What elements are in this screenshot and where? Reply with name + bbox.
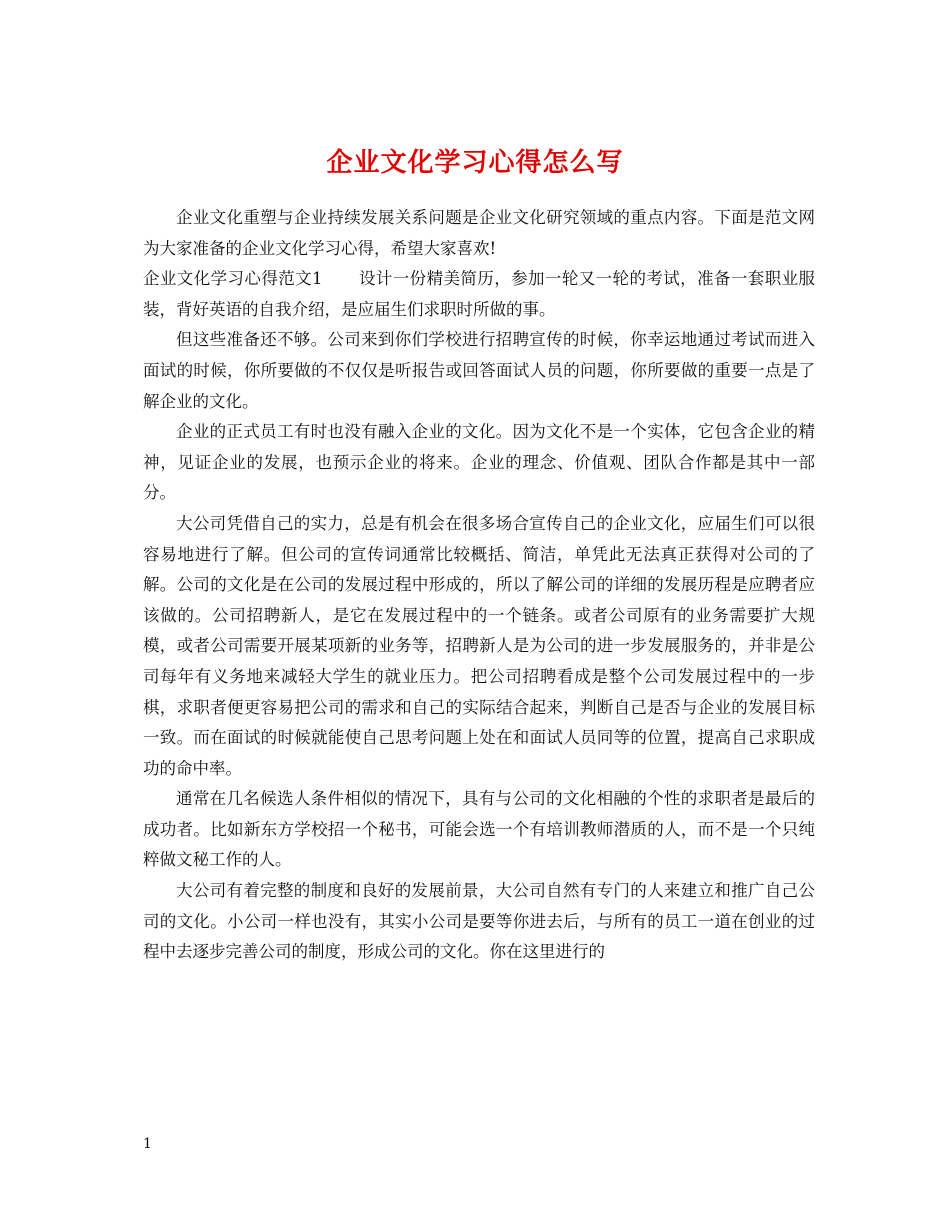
body-paragraph: 企业的正式员工有时也没有融入企业的文化。因为文化不是一个实体，它包含企业的精神，见证企业的发展，也预示企业的将来。企业的理念、价值观、团队合作都是其中一部分。: [143, 422, 815, 503]
section-first-paragraph: [143, 264, 815, 325]
body-paragraph: 通常在几名候选人条件相似的情况下，具有与公司的文化相融的个性的求职者是最后的成功者。比如新东方学校招一个秘书，可能会选一个有培训教师潜质的人，而不是一个只纯粹做文秘工作的人。: [143, 789, 815, 870]
document-title: 企业文化学习心得怎么写: [326, 148, 624, 179]
document-body: [143, 203, 815, 968]
body-paragraph: 大公司有着完整的制度和良好的发展前景，大公司自然有专门的人来建立和推广自己公司的文化。小公司一样也没有，其实小公司是要等你进去后，与所有的员工一道在创业的过程中去逐步完善公司的制度，形成公司的文化。你在这里进行的: [143, 881, 815, 962]
body-paragraph: 大公司凭借自己的实力，总是有机会在很多场合宣传自己的企业文化，应届生们可以很容易地进行了解。但公司的宣传词通常比较概括、简洁，单凭此无法真正获得对公司的了解。公司的文化是在公司的发展过程中形成的，所以了解公司的详细的发展历程是应聘者应该做的。公司招聘新人，是它在发展过程中的一个链条。或者公司原有的业务需要扩大规模，或者公司需要开展某项新的业务等，招聘新人是为公司的进一步发展服务的，并非是公司每年有义务地来减轻大学生的就业压力。把公司招聘看成是整个公司发展过程中的一步棋，求职者便更容易把公司的需求和自己的实际结合起来，判断自己是否与企业的发展目标一致。而在面试的时候就能使自己思考问题上处在和面试人员同等的位置，提高自己求职成功的命中率。: [143, 513, 815, 778]
page-number: 1: [143, 1136, 152, 1152]
section-heading: 企业文化学习心得范文1: [143, 269, 323, 289]
body-paragraph: 但这些准备还不够。公司来到你们学校进行招聘宣传的时候，你幸运地通过考试而进入面试的时候，你所要做的不仅仅是听报告或回答面试人员的问题，你所要做的重要一点是了解企业的文化。: [143, 330, 815, 411]
section-first-text: 设计一份精美简历，参加一轮又一轮的考试，准备一套职业服装，背好英语的自我介绍，是应届生们求职时所做的事。: [143, 269, 816, 319]
intro-paragraph: 企业文化重塑与企业持续发展关系问题是企业文化研究领域的重点内容。下面是范文网为大家准备的企业文化学习心得，希望大家喜欢!: [143, 208, 815, 258]
